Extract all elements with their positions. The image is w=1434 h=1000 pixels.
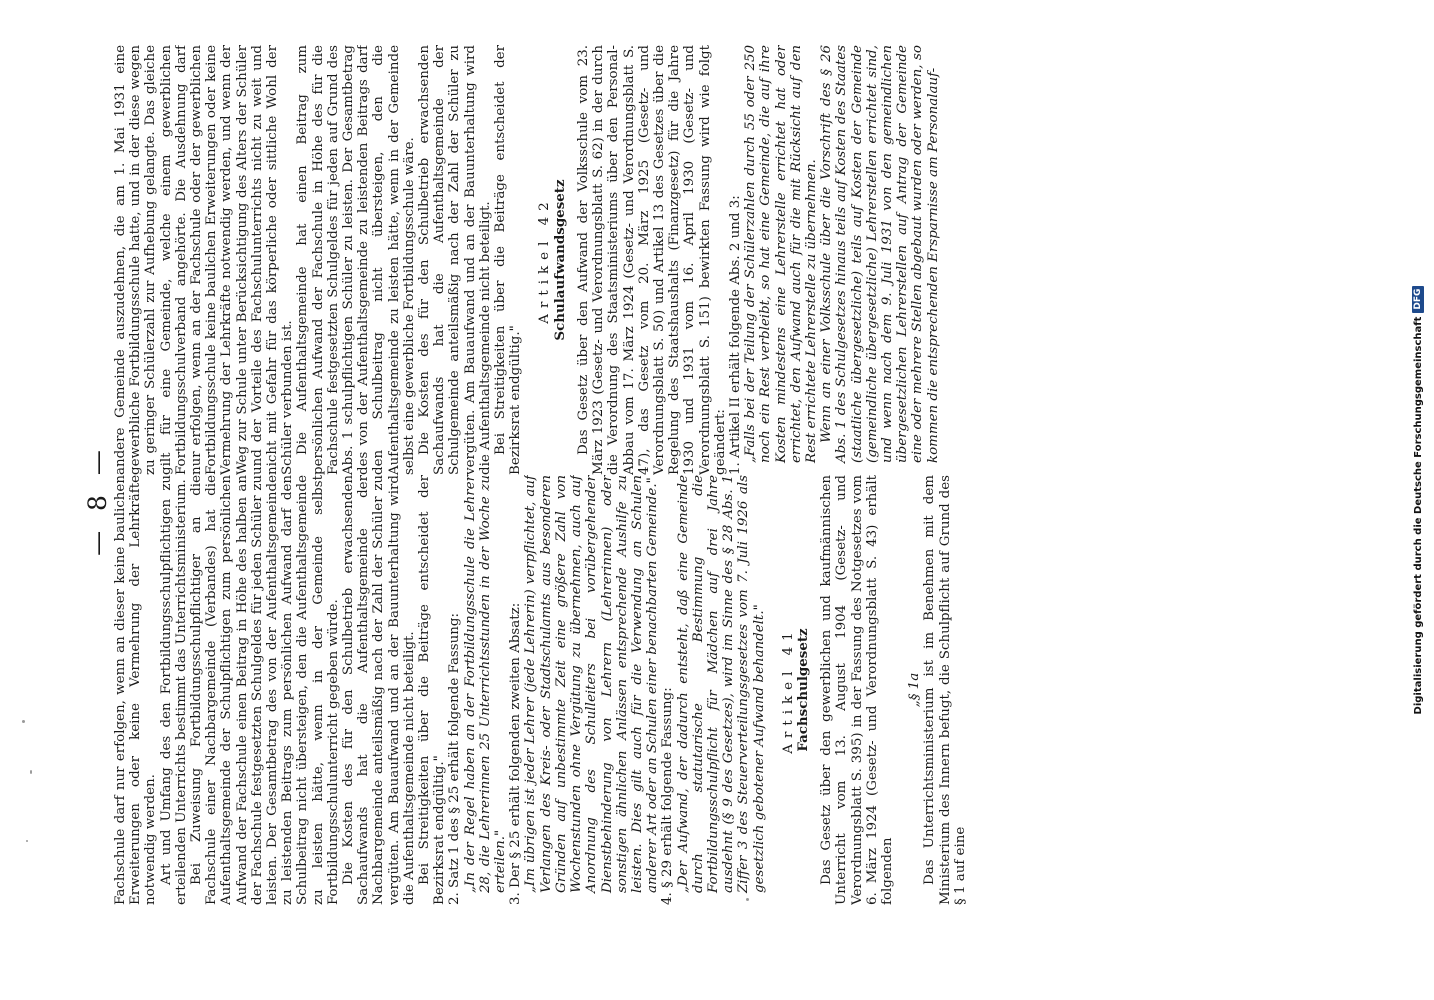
article-heading: Artikel 42 — [537, 196, 553, 324]
paragraph: Das Unterrichtsministerium ist im Benehmen mit dem Ministerium des Innern befugt, die Schulpflicht auf Grund des § 1 auf eine — [922, 475, 968, 905]
paragraph: Bei Streitigkeiten über die Beiträge entscheidet der Bezirksrat endgültig." — [417, 475, 448, 905]
page-number: — 8 — — [83, 444, 112, 556]
scan-speck — [30, 770, 32, 774]
paragraph: Bei Streitigkeiten über die Beiträge entscheidet der Bezirksrat endgültig." — [493, 45, 524, 475]
paragraph: Das Gesetz über den Aufwand der Volksschule vom 23. März 1923 (Gesetz- und Verordnungsblatt S. 62) in der durch die Verordnung des Staatsministeriums über den Personal-Abbau vom 17. März 1924 (Gesetz- und Verordnungsblatt S. 47), das Gesetz vom 20. März 1925 (Gesetz- und Verordnungsblatt S. 50) und Artikel 13 des Gesetzes über die Regelung des Staatshaushalts (Finanzgesetz) für die Jahre 1930 und 1931 vom 16. April 1930 (Gesetz- und Verordnungsblatt S. 151) bewirkten Fassung wird wie folgt geändert: — [575, 45, 728, 475]
paragraph: Das Gesetz über den gewerblichen und kaufmännischen Unterricht vom 13. August 1904 (Gesetz- und Verordnungsblatt S. 395) in der Fassung des Notgesetzes vom 6. März 1924 (Gesetz- und Verordnungsblatt S. 43) erhält folgenden — [819, 475, 895, 905]
scan-speck — [22, 720, 25, 723]
quoted-text: „In der Regel haben an der Fortbildungsschule die Lehrer 28, die Lehrerinnen 25 Unterrichtsstunden in der Woche zu erteilen." — [462, 475, 509, 893]
article-heading: Artikel 41 — [780, 626, 796, 754]
quoted-text: „Der Aufwand, der dadurch entsteht, daß eine Gemeinde durch statutarische Bestimmung die Fortbildungsschulpflicht für Mädchen auf drei Jahre ausdehnt (§ 9 des Gesetzes), wird im Sinne des § 28 Abs. 1 Ziffer 3 des Steuerverteilungsgesetzes vom 7. Juli 1926 als gesetzlich gebotener Aufwand behandelt." — [675, 475, 767, 893]
digitization-credit — [1412, 0, 1424, 1000]
quoted-text: „Falls bei der Teilung der Schülerzahlen durch 55 oder 250 noch ein Rest verbleibt, so hat eine Gemeinde, die auf ihre Kosten mindestens eine Lehrerstelle errichtet hat oder errichtet, den Aufwand auch für die mit Rücksicht auf den Rest errichtete Lehrerstelle zu übernehmen. — [743, 45, 819, 463]
scan-speck — [746, 898, 749, 901]
section-heading: „§ 1a — [907, 672, 923, 708]
dfg-logo: DFG — [1412, 286, 1424, 313]
paragraph: Art und Umfang des den Fortbildungsschulpflichtigen zu erteilenden Unterrichts bestimmt das Unterrichtsministerium. — [158, 475, 189, 905]
scan-speck — [26, 840, 28, 842]
paragraph: andere Gemeinde auszudehnen, die am 1. Mai 1931 eine gewerbliche Fortbildungsschule hatte, und in der diese wegen zu geringer Schülerzahl zur Aufhebung gelangte. Das gleiche gilt für eine Gemeinde, welche einem gewerblichen Fortbildungsschulverband angehörte. Die Ausdehnung darf nur erfolgen, wenn an der Fachschule oder der gewerblichen Fortbildungsschule keine baulichen Erweiterungen oder keine Vermehrung der Lehrkräfte notwendig werden, und wenn der Weg zur Schule unter Berücksichtigung des Alters der Schüler und der Vorteile des Fachschulunterrichts nicht zu weit und nicht mit Gefahr für das körperliche oder sittliche Wohl der Schüler verbunden ist. — [113, 45, 296, 475]
paragraph: Fachschule darf nur erfolgen, wenn an dieser keine baulichen Erweiterungen oder keine Vermehrung der Lehrkräfte notwendig werden. — [113, 475, 159, 905]
list-item: 4. § 29 erhält folgende Fassung: — [660, 687, 676, 905]
right-column — [113, 45, 1173, 475]
list-item: 2. Satz 1 des § 25 erhält folgende Fassung: — [447, 613, 463, 905]
left-column — [113, 475, 1173, 905]
quoted-text: Wenn an einer Volksschule über die Vorschrift des § 26 Abs. 1 des Schulgesetzes hinaus teils auf Kosten des Staates (staatliche übergesetzliche) teils auf Kosten der Gemeinde (gemeindliche übergesetzliche) Lehrerstellen errichtet sind, und wenn nach dem 9. Juli 1931 von den gemeindlichen übergesetzlichen Lehrerstellen auf Antrag der Gemeinde eine oder mehrere Stellen abgebaut wurden oder werden, so kommen die entsprechenden Ersparnisse am Personalauf- — [819, 45, 941, 463]
article-title: Fachschulgesetz — [794, 628, 811, 752]
list-item: 1. Artikel II erhält folgende Abs. 2 und 3: — [727, 195, 743, 475]
paragraph: Die Aufenthaltsgemeinde hat einen Beitrag zum persönlichen Aufwand der Fachschule in Höhe des für die Fachschule festgesetzten Schulgeldes für jeden auf Grund des Abs. 1 schulpflichtigen Schüler zu leisten. Der Gesamtbetrag des von der Aufenthaltsgemeinde zu leistenden Beitrags darf den Schulbeitrag nicht übersteigen, den die Aufenthaltsgemeinde zu leisten hätte, wenn in der Gemeinde selbst eine gewerbliche Fortbildungsschule wäre. — [295, 45, 417, 475]
quoted-text: „Im übrigen ist jeder Lehrer (jede Lehrerin) verpflichtet, auf Verlangen des Kreis- oder Stadtschulamts aus besonderen Gründen auf unbestimmte Zeit eine größere Zahl von Wochenstunden ohne Vergütung zu übernehmen, auch auf Anordnung des Schulleiters bei vorübergehender Dienstbehinderung von Lehrern (Lehrerinnen) oder sonstigen ähnlichen Anlässen entsprechende Aushilfe zu leisten. Dies gilt auch für die Verwendung an Schulen anderer Art oder an Schulen einer benachbarten Gemeinde." — [523, 475, 661, 893]
paragraph: Die Kosten des für den Schulbetrieb erwachsenden Sachaufwands hat die Aufenthaltsgemeinde der Nachbargemeinde anteilsmäßig nach der Zahl der Schüler zu vergüten. Am Bauaufwand und an der Bauunterhaltung wird die Aufenthaltsgemeinde nicht beteiligt. — [341, 475, 417, 905]
article-title: Schulaufwandsgesetz — [551, 179, 568, 341]
paragraph: Bei Zuweisung Fortbildungsschulpflichtiger an die Fachschule einer Nachbargemeinde (Verbandes) hat die Aufenthaltsgemeinde der Schulpflichtigen zum persönlichen Aufwand der Fachschule einen Beitrag in Höhe des halben an der Fachschule festgesetzten Schulgeldes für jeden Schüler zu leisten. Der Gesamtbetrag des von der Aufenthaltsgemeinde zu leistenden Beitrags zum persönlichen Aufwand darf den Schulbeitrag nicht übersteigen, den die Aufenthaltsgemeinde zu leisten hätte, wenn in der Gemeinde selbst Fortbildungsschulunterricht gegeben würde. — [189, 475, 341, 905]
paragraph: Die Kosten des für den Schulbetrieb erwachsenden Sachaufwands hat die Aufenthaltsgemeinde der Schulgemeinde anteilsmäßig nach der Zahl der Schüler zu vergüten. Am Bauaufwand und an der Bauunterhaltung wird die Aufenthaltsgemeinde nicht beteiligt. — [417, 45, 493, 475]
list-item: 3. Der § 25 erhält folgenden zweiten Absatz: — [508, 602, 524, 905]
credit-text: Digitalisierung gefördert durch die Deutsche Forschungsgemeinschaft — [1413, 316, 1424, 715]
